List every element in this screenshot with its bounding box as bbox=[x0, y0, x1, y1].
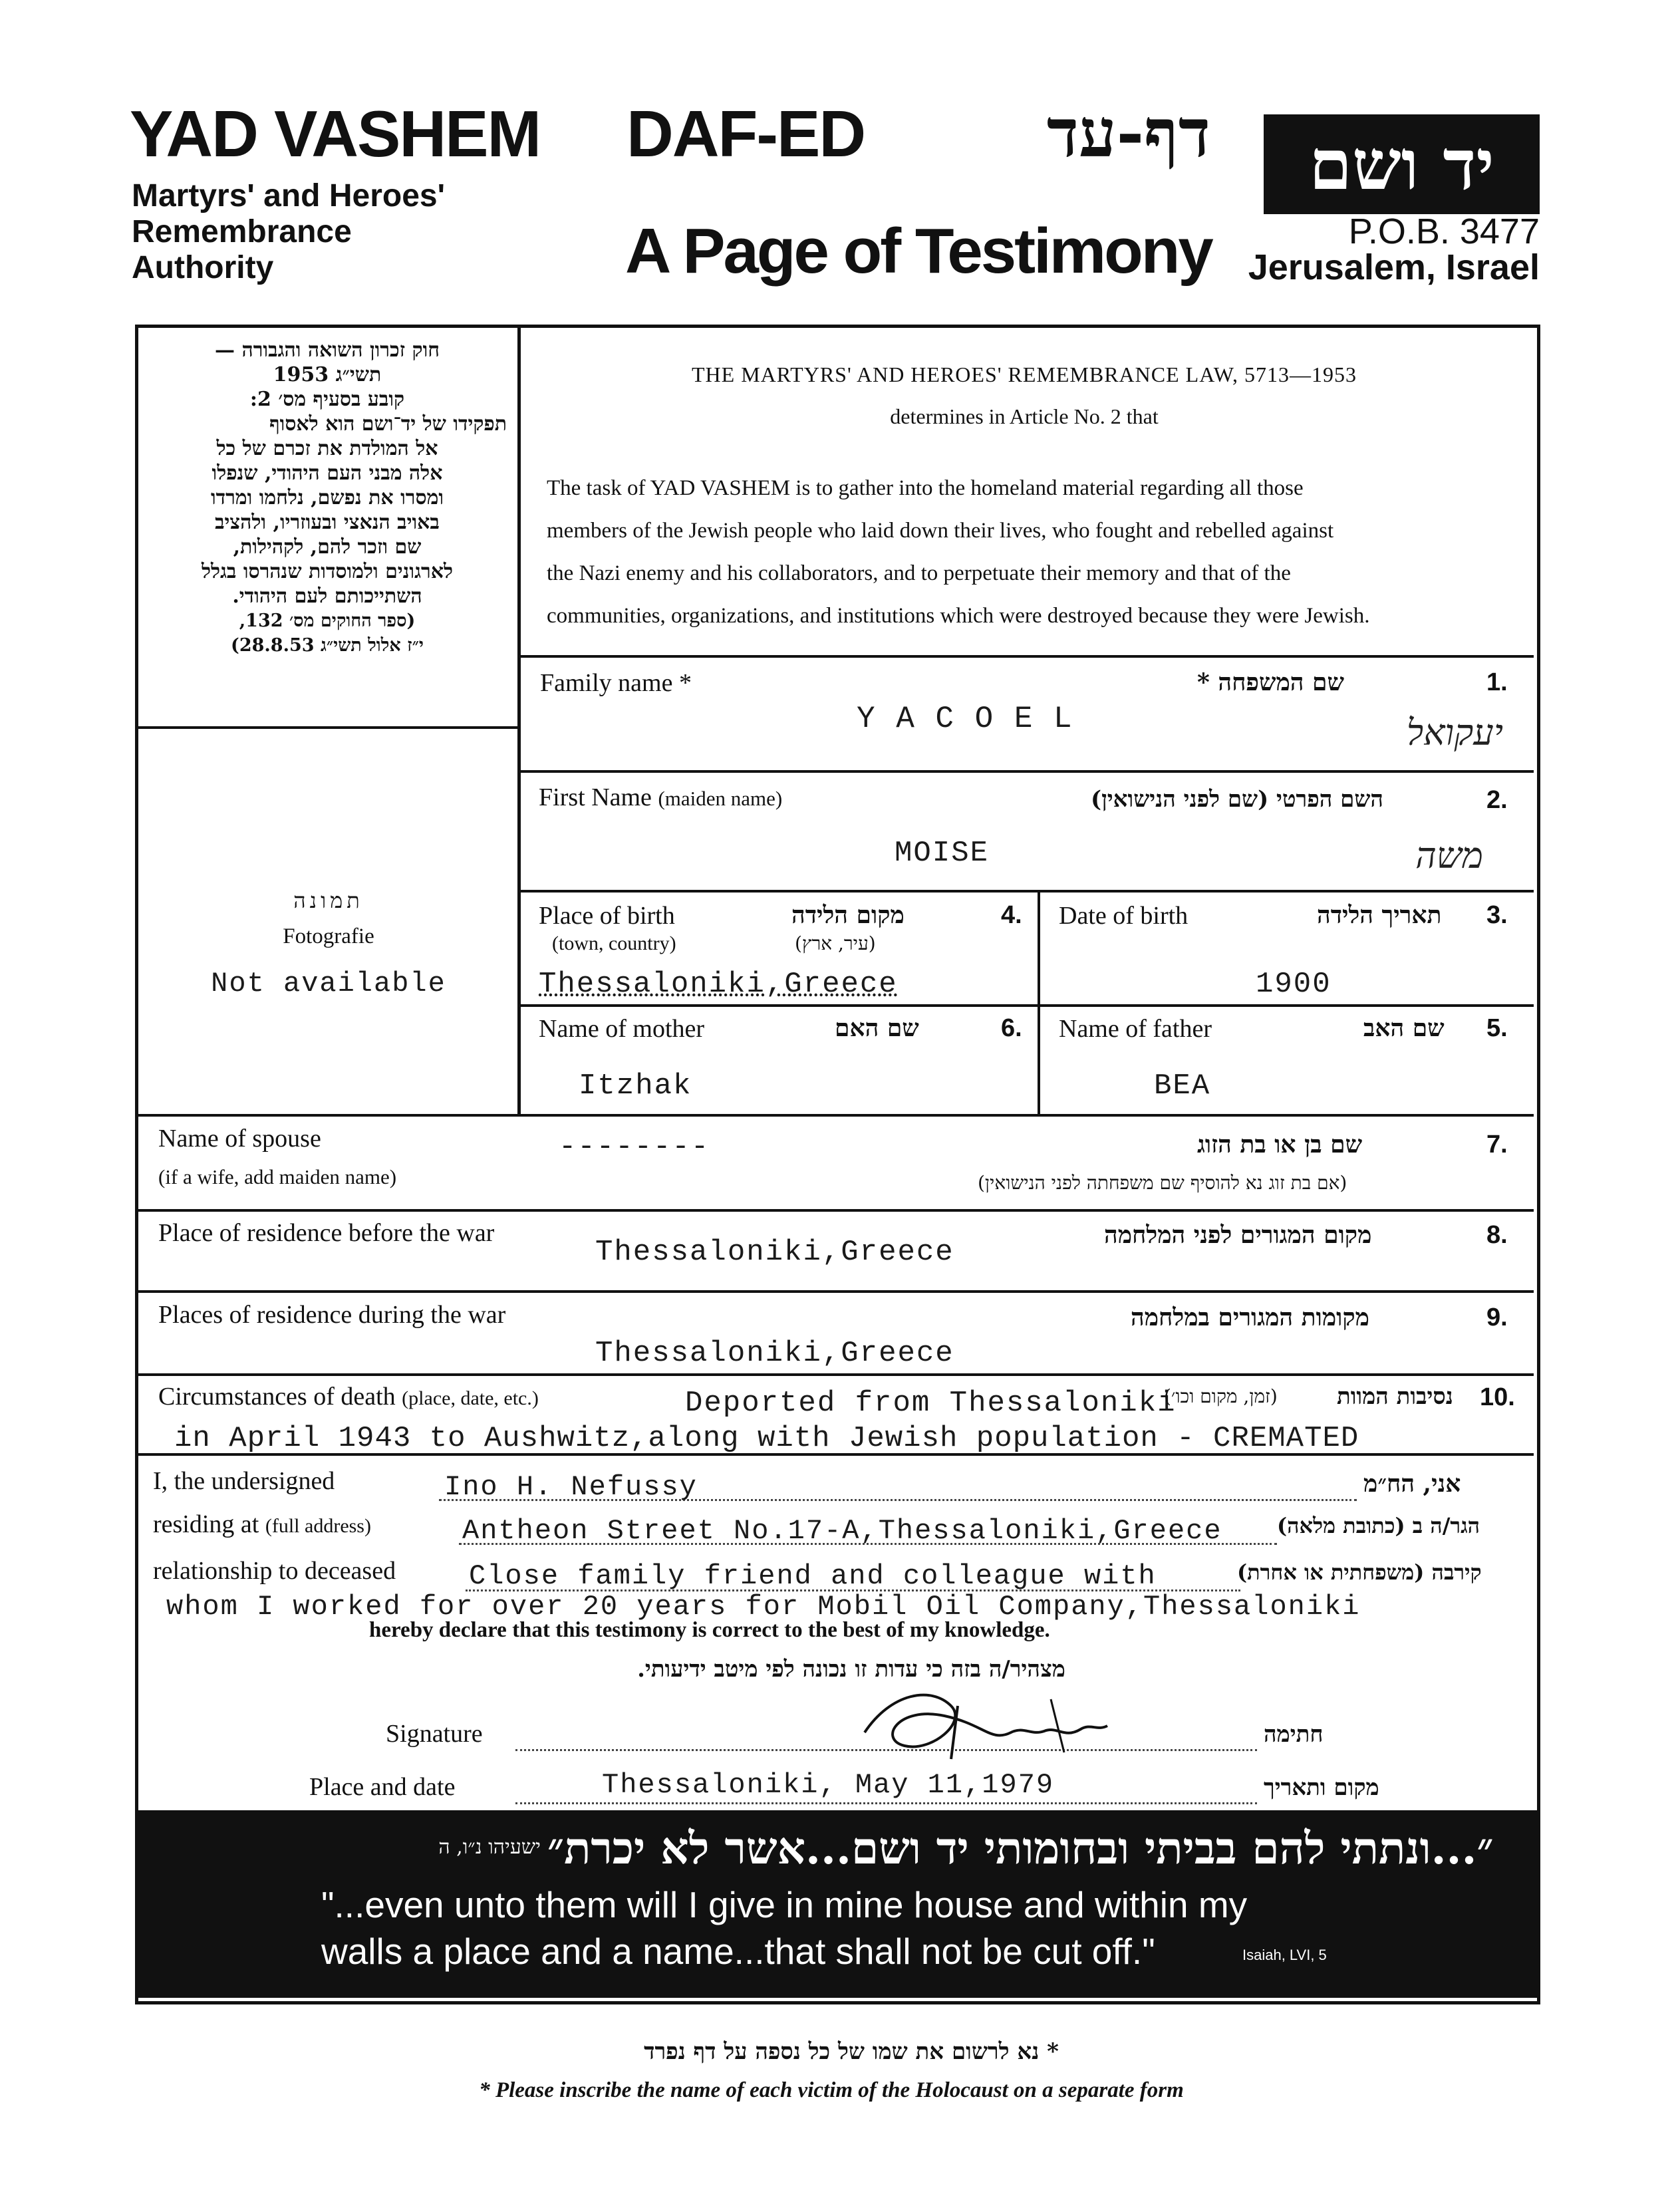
quote-banner bbox=[135, 1810, 1540, 1998]
relationship-label: relationship to deceased bbox=[153, 1557, 396, 1585]
father-name-value: BEA bbox=[1154, 1069, 1211, 1103]
residence-before-num: 8. bbox=[1486, 1221, 1508, 1249]
photo-label-hebrew: תמונה bbox=[293, 888, 364, 913]
father-name-label: Name of father bbox=[1059, 1015, 1212, 1043]
law-text-line: The task of YAD VASHEM is to gather into the homeland material regarding all those bbox=[547, 476, 1304, 500]
residing-label-text: residing at bbox=[153, 1510, 259, 1538]
page-title: A Page of Testimony bbox=[625, 215, 1212, 287]
law-title: THE MARTYRS' AND HEROES' REMEMBRANCE LAW, 5713—1953 bbox=[691, 362, 1357, 386]
banner-english-line2: walls a place and a name...that shall not be cut off." bbox=[321, 1931, 1155, 1972]
death-value-line2: in April 1943 to Aushwitz,along with Jewish population - CREMATED bbox=[174, 1422, 1359, 1455]
photo-label: Fotografie bbox=[283, 924, 374, 948]
law-text-line: communities, organizations, and institutions which were destroyed because they were Jewish. bbox=[547, 604, 1370, 628]
death-num: 10. bbox=[1480, 1383, 1515, 1411]
photo-value: Not available bbox=[211, 968, 446, 1000]
relationship-value-1: Close family friend and colleague with bbox=[469, 1560, 1157, 1592]
father-name-label-hebrew: שם האב bbox=[1363, 1014, 1445, 1042]
undersigned-label: I, the undersigned bbox=[153, 1467, 335, 1495]
yad-vashem-logo bbox=[1264, 114, 1540, 214]
family-name-label: Family name * bbox=[540, 669, 692, 697]
father-name-num: 5. bbox=[1486, 1014, 1508, 1042]
undersigned-label-hebrew: אני, הח״מ bbox=[1363, 1470, 1461, 1498]
signature-label: Signature bbox=[386, 1720, 483, 1748]
law-hebrew-line: לארגונים ולמוסדות שנהרסו בגלל bbox=[201, 560, 454, 583]
residence-during-label: Places of residence during the war bbox=[158, 1301, 506, 1329]
org-title: YAD VASHEM bbox=[130, 97, 541, 170]
date-of-birth-num: 3. bbox=[1486, 901, 1508, 929]
residence-during-label-hebrew: מקומות המגורים במלחמה bbox=[1131, 1304, 1369, 1331]
relationship-label-hebrew: קירבה (משפחתית או אחרת) bbox=[1237, 1560, 1482, 1585]
law-hebrew-line: באויב הנאצי ובעוזריו, ולהציב bbox=[215, 511, 440, 534]
place-date-value: Thessaloniki, May 11,1979 bbox=[602, 1769, 1055, 1801]
undersigned-value: Ino H. Nefussy bbox=[444, 1471, 698, 1503]
spouse-value: -------- bbox=[559, 1131, 710, 1164]
date-of-birth-label: Date of birth bbox=[1059, 902, 1189, 930]
mother-name-num: 6. bbox=[1001, 1014, 1022, 1042]
residence-during-num: 9. bbox=[1486, 1304, 1508, 1331]
footer-note-hebrew: * נא לרשום את שמו של כל נספה על דף נפרד bbox=[644, 2038, 1059, 2065]
family-name-label-hebrew: שם המשפחה * bbox=[1197, 668, 1344, 696]
spouse-note-hebrew: (אם בת זוג נא להוסיף שם משפחתה לפני הנישואין) bbox=[978, 1172, 1347, 1194]
residence-before-label: Place of residence before the war bbox=[158, 1219, 495, 1247]
first-name-label-hebrew: השם הפרטי (שם לפני הנישואין) bbox=[1091, 786, 1383, 813]
residing-label-hebrew: הגר/ה ב (כתובת מלאה) bbox=[1277, 1513, 1480, 1538]
first-name-label-text: First Name bbox=[539, 783, 652, 811]
law-hebrew-text bbox=[148, 338, 507, 658]
relationship-value-2: whom I worked for over 20 years for Mobil Oil Company,Thessaloniki bbox=[166, 1591, 1361, 1623]
banner-english-line1: "...even unto them will I give in mine house and within my bbox=[321, 1884, 1248, 1925]
residing-value: Antheon Street No.17-A,Thessaloniki,Greece bbox=[462, 1515, 1222, 1547]
law-hebrew-line: י״ז אלול תשי״ג 28.8.53) bbox=[231, 635, 424, 656]
spouse-label-hebrew: שם בן או בת הזוג bbox=[1197, 1131, 1363, 1159]
residence-during-value: Thessaloniki,Greece bbox=[595, 1337, 954, 1370]
date-of-birth-value: 1900 bbox=[1256, 968, 1331, 1001]
declaration-text: hereby declare that this testimony is correct to the best of my knowledge. bbox=[369, 1618, 1050, 1642]
family-name-num: 1. bbox=[1486, 668, 1508, 696]
law-text-line: the Nazi enemy and his collaborators, and to perpetuate their memory and that of the bbox=[547, 561, 1291, 585]
banner-english-ref: Isaiah, LVI, 5 bbox=[1242, 1947, 1327, 1963]
law-subtitle: determines in Article No. 2 that bbox=[890, 404, 1159, 428]
law-hebrew-line: שם וזכר להם, לקהילות, bbox=[233, 535, 422, 559]
death-note-hebrew: (זמן, מקום וכו׳) bbox=[1164, 1385, 1278, 1407]
law-hebrew-line: תפקידו של יד־ושם הוא לאסוף bbox=[269, 412, 507, 436]
spouse-num: 7. bbox=[1486, 1131, 1508, 1159]
daf-ed-hebrew: דף-עד bbox=[1046, 94, 1210, 172]
place-date-label: Place and date bbox=[309, 1773, 456, 1801]
city: Jerusalem, Israel bbox=[1248, 247, 1540, 287]
family-name-value: Y A C O E L bbox=[857, 702, 1073, 736]
first-name-label bbox=[539, 783, 782, 812]
footer-note: * Please inscribe the name of each victim of the Holocaust on a separate form bbox=[479, 2078, 1184, 2102]
death-label-note: (place, date, etc.) bbox=[402, 1387, 539, 1409]
law-text bbox=[547, 467, 1538, 637]
pob: P.O.B. 3477 bbox=[1348, 211, 1540, 251]
law-hebrew-line: קובע בסעיף מס׳ 2: bbox=[249, 388, 405, 411]
place-of-birth-label-hebrew: מקום הלידה bbox=[791, 901, 905, 929]
place-of-birth-label: Place of birth bbox=[539, 902, 675, 930]
law-hebrew-line: (ספר החוקים מס׳ 132, bbox=[239, 611, 416, 631]
spouse-label: Name of spouse bbox=[158, 1125, 321, 1153]
place-of-birth-note: (town, country) bbox=[552, 932, 676, 954]
banner-hebrew-quote: ״...ונתתי להם בביתי ובחומותי יד ושם...אשר לא יכרת״ bbox=[547, 1822, 1494, 1874]
logo-hebrew-text: יד ושם bbox=[1309, 123, 1494, 206]
law-hebrew-line: חוק זכרון השואה והגבורה — bbox=[215, 339, 440, 362]
first-name-value: MOISE bbox=[895, 837, 990, 870]
banner-hebrew-ref: ישעיהו נ״ו, ה bbox=[438, 1836, 541, 1859]
place-of-birth-value: Thessaloniki,Greece bbox=[539, 968, 898, 1001]
law-hebrew-line: אלה מבני העם היהודי, שנפלו bbox=[211, 462, 443, 485]
place-of-birth-num: 4. bbox=[1001, 901, 1022, 929]
death-label-text: Circumstances of death bbox=[158, 1383, 396, 1411]
residence-before-label-hebrew: מקום המגורים לפני המלחמה bbox=[1104, 1221, 1372, 1249]
death-label-hebrew: נסיבות המוות bbox=[1337, 1383, 1453, 1410]
first-name-label-note: (maiden name) bbox=[658, 787, 783, 810]
law-text-line: members of the Jewish people who laid down their lives, who fought and rebelled against bbox=[547, 519, 1334, 543]
org-subtitle-line: Martyrs' and Heroes' bbox=[132, 178, 445, 213]
death-value-line1: Deported from Thessaloniki bbox=[685, 1387, 1177, 1420]
death-label bbox=[158, 1382, 539, 1411]
signature-scribble bbox=[851, 1679, 1117, 1772]
mother-name-label-hebrew: שם האם bbox=[835, 1014, 919, 1042]
org-subtitle bbox=[132, 178, 445, 286]
law-hebrew-line: תשי״ג 1953 bbox=[273, 363, 382, 386]
org-subtitle-line: Authority bbox=[132, 250, 274, 285]
residing-label bbox=[153, 1510, 371, 1539]
residence-before-value: Thessaloniki,Greece bbox=[595, 1236, 954, 1269]
spouse-note: (if a wife, add maiden name) bbox=[158, 1165, 397, 1188]
mother-name-label: Name of mother bbox=[539, 1015, 705, 1043]
date-of-birth-label-hebrew: תאריך הלידה bbox=[1317, 901, 1442, 929]
org-subtitle-line: Remembrance bbox=[132, 214, 352, 249]
law-hebrew-line: השתייכותם לעם היהודי. bbox=[232, 585, 422, 608]
first-name-num: 2. bbox=[1486, 786, 1508, 814]
signature-label-hebrew: חתימה bbox=[1264, 1721, 1324, 1748]
place-of-birth-note-hebrew: (עיר, ארץ) bbox=[795, 932, 876, 954]
law-hebrew-line: ומסרו את נפשם, נלחמו ומרדו bbox=[210, 486, 444, 509]
residing-label-note: (full address) bbox=[265, 1515, 371, 1537]
declaration-text-hebrew: מצהיר/ה בזה כי עדות זו נכונה לפי מיטב ידיעותי. bbox=[637, 1656, 1065, 1683]
daf-ed-latin: DAF-ED bbox=[627, 97, 865, 170]
place-date-label-hebrew: מקום ותאריך bbox=[1264, 1774, 1379, 1801]
family-name-handwritten: יעקואל bbox=[1406, 712, 1503, 754]
law-hebrew-line: אל המולדת את זכרם של כל bbox=[216, 437, 438, 460]
first-name-handwritten: משה bbox=[1415, 835, 1483, 877]
place-date-line bbox=[515, 1801, 1257, 1804]
mother-name-value: Itzhak bbox=[579, 1069, 692, 1103]
